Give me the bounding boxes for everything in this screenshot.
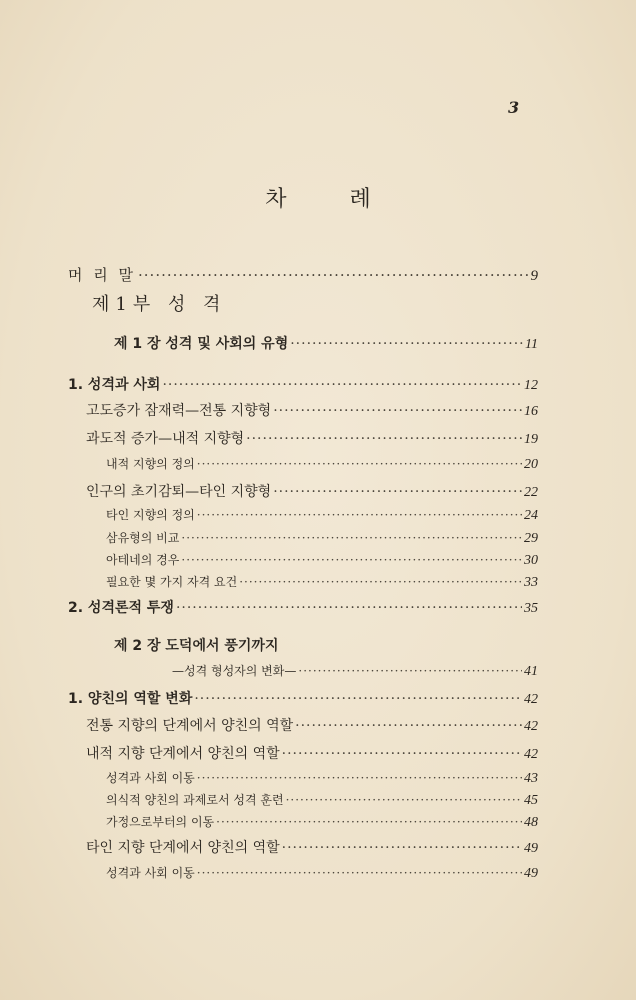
toc-entry-page: 11 xyxy=(525,337,538,352)
toc-entry-page: 9 xyxy=(530,268,538,284)
toc-entry-page: 42 xyxy=(524,719,538,734)
dot-leader xyxy=(286,793,522,807)
toc-entry[interactable] xyxy=(106,506,538,524)
dot-leader xyxy=(197,866,522,880)
dot-leader xyxy=(176,600,522,616)
toc-entry-label: 성격과 사회 이동 xyxy=(106,866,195,880)
toc-entry-page: 22 xyxy=(524,485,538,500)
toc-entry-page: 29 xyxy=(524,531,538,546)
dot-leader xyxy=(197,457,522,471)
toc-entry-label: 1. 성격과 사회 xyxy=(68,377,161,393)
toc-entry-page: 49 xyxy=(524,866,538,881)
toc-entry-page: 12 xyxy=(524,378,538,393)
toc-entry-label: 의식적 양친의 과제로서 성격 훈련 xyxy=(106,793,284,807)
toc-entry[interactable] xyxy=(106,791,538,809)
dot-leader xyxy=(216,815,522,829)
toc-entry-page: 42 xyxy=(524,692,538,707)
dot-leader xyxy=(181,553,522,567)
dot-leader xyxy=(246,431,522,447)
dot-leader xyxy=(273,403,522,419)
dot-leader xyxy=(138,266,528,284)
toc-entry[interactable] xyxy=(114,333,538,353)
toc-entry[interactable] xyxy=(106,864,538,882)
toc-entry-label: 내적 지향의 정의 xyxy=(106,457,195,471)
dot-leader xyxy=(273,484,522,500)
toc-entry[interactable] xyxy=(86,837,538,857)
toc-entry-label: 과도적 증가—내적 지향형 xyxy=(86,431,245,447)
toc-entry[interactable] xyxy=(86,428,538,448)
dot-leader xyxy=(197,771,522,785)
toc-entry[interactable] xyxy=(86,743,538,763)
toc-entry-label: 1. 양친의 역할 변화 xyxy=(68,691,193,707)
page-title: 차 례 xyxy=(265,187,399,212)
dot-leader xyxy=(295,718,522,734)
toc-entry-label: —성격 형성자의 변화— xyxy=(172,664,297,678)
dot-leader xyxy=(282,746,522,762)
toc-entry[interactable] xyxy=(86,715,538,735)
toc-entry-page: 48 xyxy=(524,815,538,830)
toc-entry-label: 삼유형의 비교 xyxy=(106,531,180,545)
dot-leader xyxy=(282,840,522,856)
toc-entry[interactable] xyxy=(106,769,538,787)
toc-entry[interactable] xyxy=(106,455,538,473)
toc-entry[interactable] xyxy=(68,688,538,708)
toc-entry[interactable] xyxy=(86,400,538,420)
page-number: 3 xyxy=(508,98,520,117)
toc-entry-label: 전통 지향의 단계에서 양친의 역할 xyxy=(86,718,294,734)
toc-entry[interactable] xyxy=(68,597,538,617)
toc-entry-page: 49 xyxy=(524,841,538,856)
toc-entry-page: 24 xyxy=(524,508,538,523)
toc-entry-page: 45 xyxy=(524,793,538,808)
toc-entry xyxy=(114,635,278,655)
toc-entry-label: 아테네의 경우 xyxy=(106,553,180,567)
toc-entry[interactable] xyxy=(106,529,538,547)
toc-entry-label: 타인 지향의 정의 xyxy=(106,508,195,522)
toc-entry-label: 2. 성격론적 투쟁 xyxy=(68,600,174,616)
dot-leader xyxy=(298,664,522,678)
toc-entry-page: 16 xyxy=(524,404,538,419)
toc-entry-page: 42 xyxy=(524,747,538,762)
toc-entry-page: 43 xyxy=(524,771,538,786)
toc-entry-label: 필요한 몇 가지 자격 요건 xyxy=(106,575,238,589)
toc-entry-label: 가정으로부터의 이동 xyxy=(106,815,215,829)
dot-leader xyxy=(290,336,523,352)
toc-entry[interactable] xyxy=(172,662,538,680)
dot-leader xyxy=(197,508,522,522)
dot-leader xyxy=(194,691,522,707)
part-heading: 제1부 성 격 xyxy=(92,294,227,315)
toc-entry[interactable] xyxy=(68,374,538,394)
toc-entry[interactable] xyxy=(106,573,538,591)
toc-entry-label: 머 리 말 xyxy=(68,266,137,284)
toc-entry-label: 고도증가 잠재력—전통 지향형 xyxy=(86,403,272,419)
dot-leader xyxy=(181,531,522,545)
dot-leader xyxy=(162,377,522,393)
toc-entry-page: 20 xyxy=(524,457,538,472)
toc-entry-label: 제 1 장 성격 및 사회의 유형 xyxy=(114,336,289,352)
toc-entry[interactable] xyxy=(86,481,538,501)
toc-entry[interactable] xyxy=(106,551,538,569)
toc-entry-page: 41 xyxy=(524,664,538,679)
toc-entry-label: 성격과 사회 이동 xyxy=(106,771,195,785)
toc-entry-page: 19 xyxy=(524,432,538,447)
toc-entry-label: 타인 지향 단계에서 양친의 역할 xyxy=(86,840,280,856)
toc-entry-page: 35 xyxy=(524,601,538,616)
dot-leader xyxy=(239,575,522,589)
toc-entry[interactable] xyxy=(106,813,538,831)
toc-entry-page: 30 xyxy=(524,553,538,568)
toc-entry-page: 33 xyxy=(524,575,538,590)
toc-entry-label: 내적 지향 단계에서 양친의 역할 xyxy=(86,746,280,762)
toc-entry[interactable] xyxy=(68,264,538,285)
toc-entry-label: 인구의 초기감퇴—타인 지향형 xyxy=(86,484,272,500)
toc-entry-label: 제 2 장 도덕에서 풍기까지 xyxy=(114,638,279,654)
